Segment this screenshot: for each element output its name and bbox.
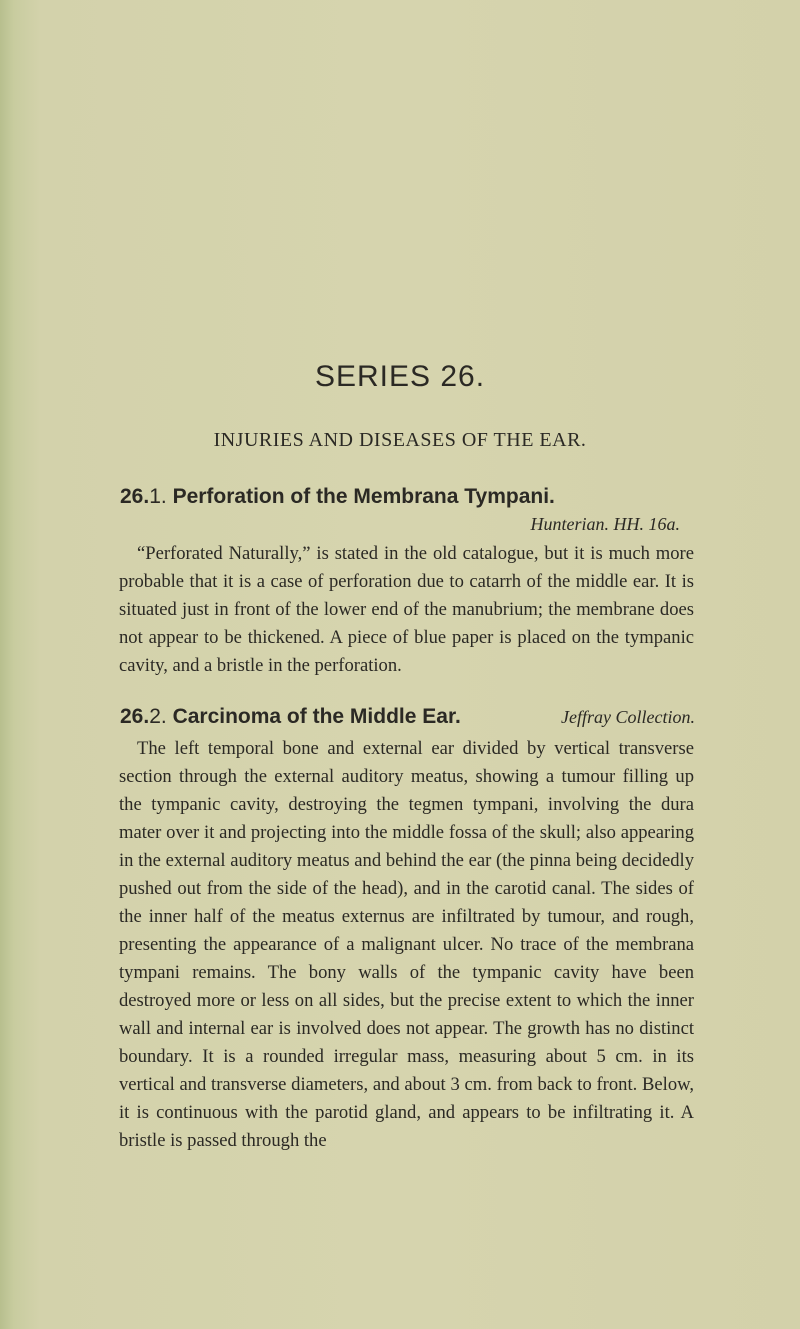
series-title: SERIES 26. <box>314 360 486 393</box>
entry-text: The left temporal bone and external ear divided by vertical transverse section through the external auditory meatus, showing a tumour filling up the tympanic cavity, destroying the tegmen tympani, involving the dura mater over it and projecting into the middle fossa of the skull; also appearing in the external auditory meatus and behind the ear (the pinna being decidedly pushed out from the side of the head), and in the carotid canal. The sides of the inner half of the meatus externus are infiltrated by tumour, and rough, presenting the appearance of a malignant ulcer. No trace of the membrana tympani remains. The bony walls of the tympanic cavity have been destroyed more or less on all sides, but the precise extent to which the inner wall and internal ear is involved does not appear. The growth has no distinct boundary. It is a rounded irregular mass, measuring about 5 cm. in its vertical and transverse diameters, and about 3 cm. from back to front. Below, it is continuous with the parotid gland, and appears to be infiltrating it. A bristle is passed through the <box>119 738 694 1151</box>
entry-subnumber: 1. <box>149 485 167 508</box>
entry-number: 26. <box>120 705 150 728</box>
series-subtitle: INJURIES AND DISEASES OF THE EAR. <box>213 429 587 451</box>
entry-title: Perforation of the Membrana Tympani. <box>172 485 555 508</box>
entry-number: 26. <box>120 485 150 508</box>
entry-heading <box>120 485 695 509</box>
entry-text: “Perforated Naturally,” is stated in the old catalogue, but it is much more probable that it is a case of perforation due to catarrh of the middle ear. It is situated just in front of the lower end of the manubrium; the membrane does not appear to be thickened. A piece of blue paper is placed on the tympanic cavity, and a bristle in the perforation. <box>119 543 694 676</box>
entry-source: Jeffray Collection. <box>561 707 695 727</box>
entry-title: Carcinoma of the Middle Ear. <box>172 705 461 728</box>
entry-subnumber: 2. <box>149 705 167 728</box>
entry-source: Hunterian. HH. 16a. <box>530 514 680 534</box>
entry-heading <box>120 705 500 729</box>
